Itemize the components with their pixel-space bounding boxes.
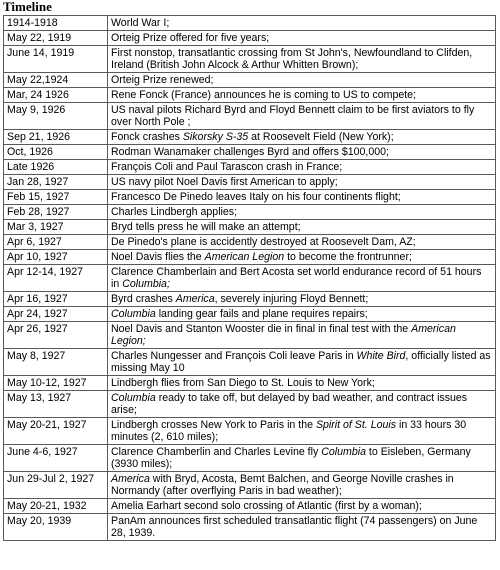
event-text: PanAm announces first scheduled transatlantic flight (74 passengers) on June 28, 1939.: [111, 515, 478, 540]
table-row: [4, 391, 496, 418]
event-text: in 33 hours 30 minutes (2, 610 miles);: [111, 419, 467, 444]
event-text-italic: Spirit of St. Louis: [315, 419, 397, 431]
date-cell: May 8, 1927: [4, 349, 108, 376]
page-title: Timeline: [3, 0, 52, 14]
event-cell: [108, 46, 496, 73]
event-cell: [108, 88, 496, 103]
event-cell: [108, 349, 496, 376]
event-text-italic: Columbia: [111, 308, 156, 320]
table-row: [4, 514, 496, 541]
date-cell: Jan 28, 1927: [4, 175, 108, 190]
table-row: [4, 190, 496, 205]
event-text-italic: America: [175, 293, 215, 305]
date-cell: Apr 6, 1927: [4, 235, 108, 250]
date-cell: Jun 29-Jul 2, 1927: [4, 472, 108, 499]
event-text: , severely injuring Floyd Bennett;: [214, 293, 369, 305]
table-row: [4, 307, 496, 322]
event-cell: [108, 235, 496, 250]
event-cell: [108, 499, 496, 514]
event-text: US naval pilots Richard Byrd and Floyd Bennett claim to be first aviators to fly over North Pole ;: [111, 104, 475, 129]
table-row: [4, 31, 496, 46]
event-text-italic: America: [111, 473, 150, 485]
event-text: Rene Fonck (France) announces he is coming to US to compete;: [111, 89, 417, 101]
event-text: Noel Davis flies the: [111, 251, 205, 263]
event-text-italic: Sikorsky S-35: [182, 131, 249, 143]
table-row: [4, 418, 496, 445]
event-cell: [108, 205, 496, 220]
table-row: [4, 205, 496, 220]
event-text: US navy pilot Noel Davis first American to apply;: [111, 176, 338, 188]
event-text: Orteig Prize offered for five years;: [111, 32, 270, 44]
event-text: Lindbergh flies from San Diego to St. Louis to New York;: [111, 377, 375, 389]
date-cell: Mar 3, 1927: [4, 220, 108, 235]
event-text: Clarence Chamberlin and Charles Levine fly: [111, 446, 322, 458]
date-cell: May 22, 1919: [4, 31, 108, 46]
date-cell: May 10-12, 1927: [4, 376, 108, 391]
event-cell: [108, 103, 496, 130]
event-text-italic: American Legion;: [111, 323, 456, 348]
event-text-italic: Columbia;: [122, 278, 170, 291]
event-text: to Eisleben, Germany (3930 miles);: [111, 446, 471, 471]
event-cell: [108, 472, 496, 499]
date-cell: Apr 16, 1927: [4, 292, 108, 307]
table-row: [4, 160, 496, 175]
event-text-italic: Columbia: [111, 392, 156, 404]
event-cell: [108, 376, 496, 391]
event-text: Fonck crashes: [111, 131, 183, 143]
event-text: Orteig Prize renewed;: [111, 74, 214, 86]
event-text: Byrd crashes: [111, 293, 176, 305]
table-row: [4, 16, 496, 31]
date-cell: Late 1926: [4, 160, 108, 175]
table-row: [4, 175, 496, 190]
event-cell: [108, 220, 496, 235]
event-text: Clarence Chamberlain and Bert Acosta set world endurance record of 51 hours in: [111, 266, 482, 291]
date-cell: Apr 24, 1927: [4, 307, 108, 322]
event-cell: [108, 130, 496, 145]
table-row: [4, 322, 496, 349]
date-cell: Feb 28, 1927: [4, 205, 108, 220]
date-cell: Mar, 24 1926: [4, 88, 108, 103]
table-row: [4, 145, 496, 160]
table-row: [4, 376, 496, 391]
date-cell: June 14, 1919: [4, 46, 108, 73]
event-text: Charles Lindbergh applies;: [111, 206, 238, 218]
event-cell: [108, 73, 496, 88]
event-cell: [108, 16, 496, 31]
date-cell: May 20-21, 1927: [4, 418, 108, 445]
table-row: [4, 103, 496, 130]
date-cell: Apr 26, 1927: [4, 322, 108, 349]
event-text: with Bryd, Acosta, Bemt Balchen, and George Noville crashes in Normandy (after overflying Paris in bad weather);: [111, 473, 454, 498]
table-row: [4, 292, 496, 307]
event-text-italic: Columbia: [321, 446, 366, 458]
event-text: First nonstop, transatlantic crossing from St John's, Newfoundland to Clifden, Ireland (British John Alcock & Arthur Whitten Brown);: [111, 47, 473, 72]
event-text: Lindbergh crosses New York to Paris in the: [111, 419, 316, 431]
event-cell: [108, 322, 496, 349]
date-cell: May 20-21, 1932: [4, 499, 108, 514]
event-cell: [108, 160, 496, 175]
table-row: [4, 73, 496, 88]
event-text: Bryd tells press he will make an attempt;: [111, 221, 301, 233]
event-text: World War I;: [111, 17, 170, 29]
event-cell: [108, 292, 496, 307]
event-cell: [108, 445, 496, 472]
event-text: Noel Davis and Stanton Wooster die in final in final test with the: [111, 323, 412, 335]
table-row: [4, 472, 496, 499]
event-text: François Coli and Paul Tarascon crash in France;: [111, 161, 343, 173]
event-cell: [108, 265, 496, 292]
event-text-italic: White Bird: [356, 350, 406, 362]
event-cell: [108, 175, 496, 190]
date-cell: May 9, 1926: [4, 103, 108, 130]
table-row: [4, 235, 496, 250]
event-cell: [108, 307, 496, 322]
event-text-italic: American Legion: [204, 251, 285, 263]
table-row: [4, 46, 496, 73]
table-row: [4, 445, 496, 472]
table-row: [4, 265, 496, 292]
date-cell: Apr 12-14, 1927: [4, 265, 108, 292]
date-cell: 1914-1918: [4, 16, 108, 31]
table-row: [4, 499, 496, 514]
table-row: [4, 88, 496, 103]
table-row: [4, 220, 496, 235]
event-cell: [108, 514, 496, 541]
table-row: [4, 130, 496, 145]
event-text: Francesco De Pinedo leaves Italy on his four continents flight;: [111, 191, 401, 203]
date-cell: Apr 10, 1927: [4, 250, 108, 265]
event-text: at Roosevelt Field (New York);: [248, 131, 394, 143]
event-text: De Pinedo's plane is accidently destroyed at Roosevelt Dam, AZ;: [111, 236, 416, 248]
table-row: [4, 349, 496, 376]
event-text: to become the frontrunner;: [284, 251, 412, 263]
date-cell: Sep 21, 1926: [4, 130, 108, 145]
event-cell: [108, 31, 496, 46]
event-text: Rodman Wanamaker challenges Byrd and offers $100,000;: [111, 146, 389, 158]
timeline-table: [3, 15, 496, 541]
event-text: ready to take off, but delayed by bad weather, and contract issues arise;: [111, 392, 468, 417]
date-cell: May 13, 1927: [4, 391, 108, 418]
event-cell: [108, 418, 496, 445]
event-cell: [108, 145, 496, 160]
event-cell: [108, 391, 496, 418]
date-cell: Feb 15, 1927: [4, 190, 108, 205]
table-row: [4, 250, 496, 265]
event-text: Charles Nungesser and François Coli leave Paris in: [111, 350, 357, 362]
event-cell: [108, 190, 496, 205]
event-text: Amelia Earhart second solo crossing of Atlantic (first by a woman);: [111, 500, 422, 512]
event-cell: [108, 250, 496, 265]
date-cell: Oct, 1926: [4, 145, 108, 160]
date-cell: June 4-6, 1927: [4, 445, 108, 472]
date-cell: May 22,1924: [4, 73, 108, 88]
date-cell: May 20, 1939: [4, 514, 108, 541]
event-text: landing gear fails and plane requires repairs;: [155, 308, 368, 320]
event-text: , officially listed as missing May 10: [111, 350, 491, 375]
